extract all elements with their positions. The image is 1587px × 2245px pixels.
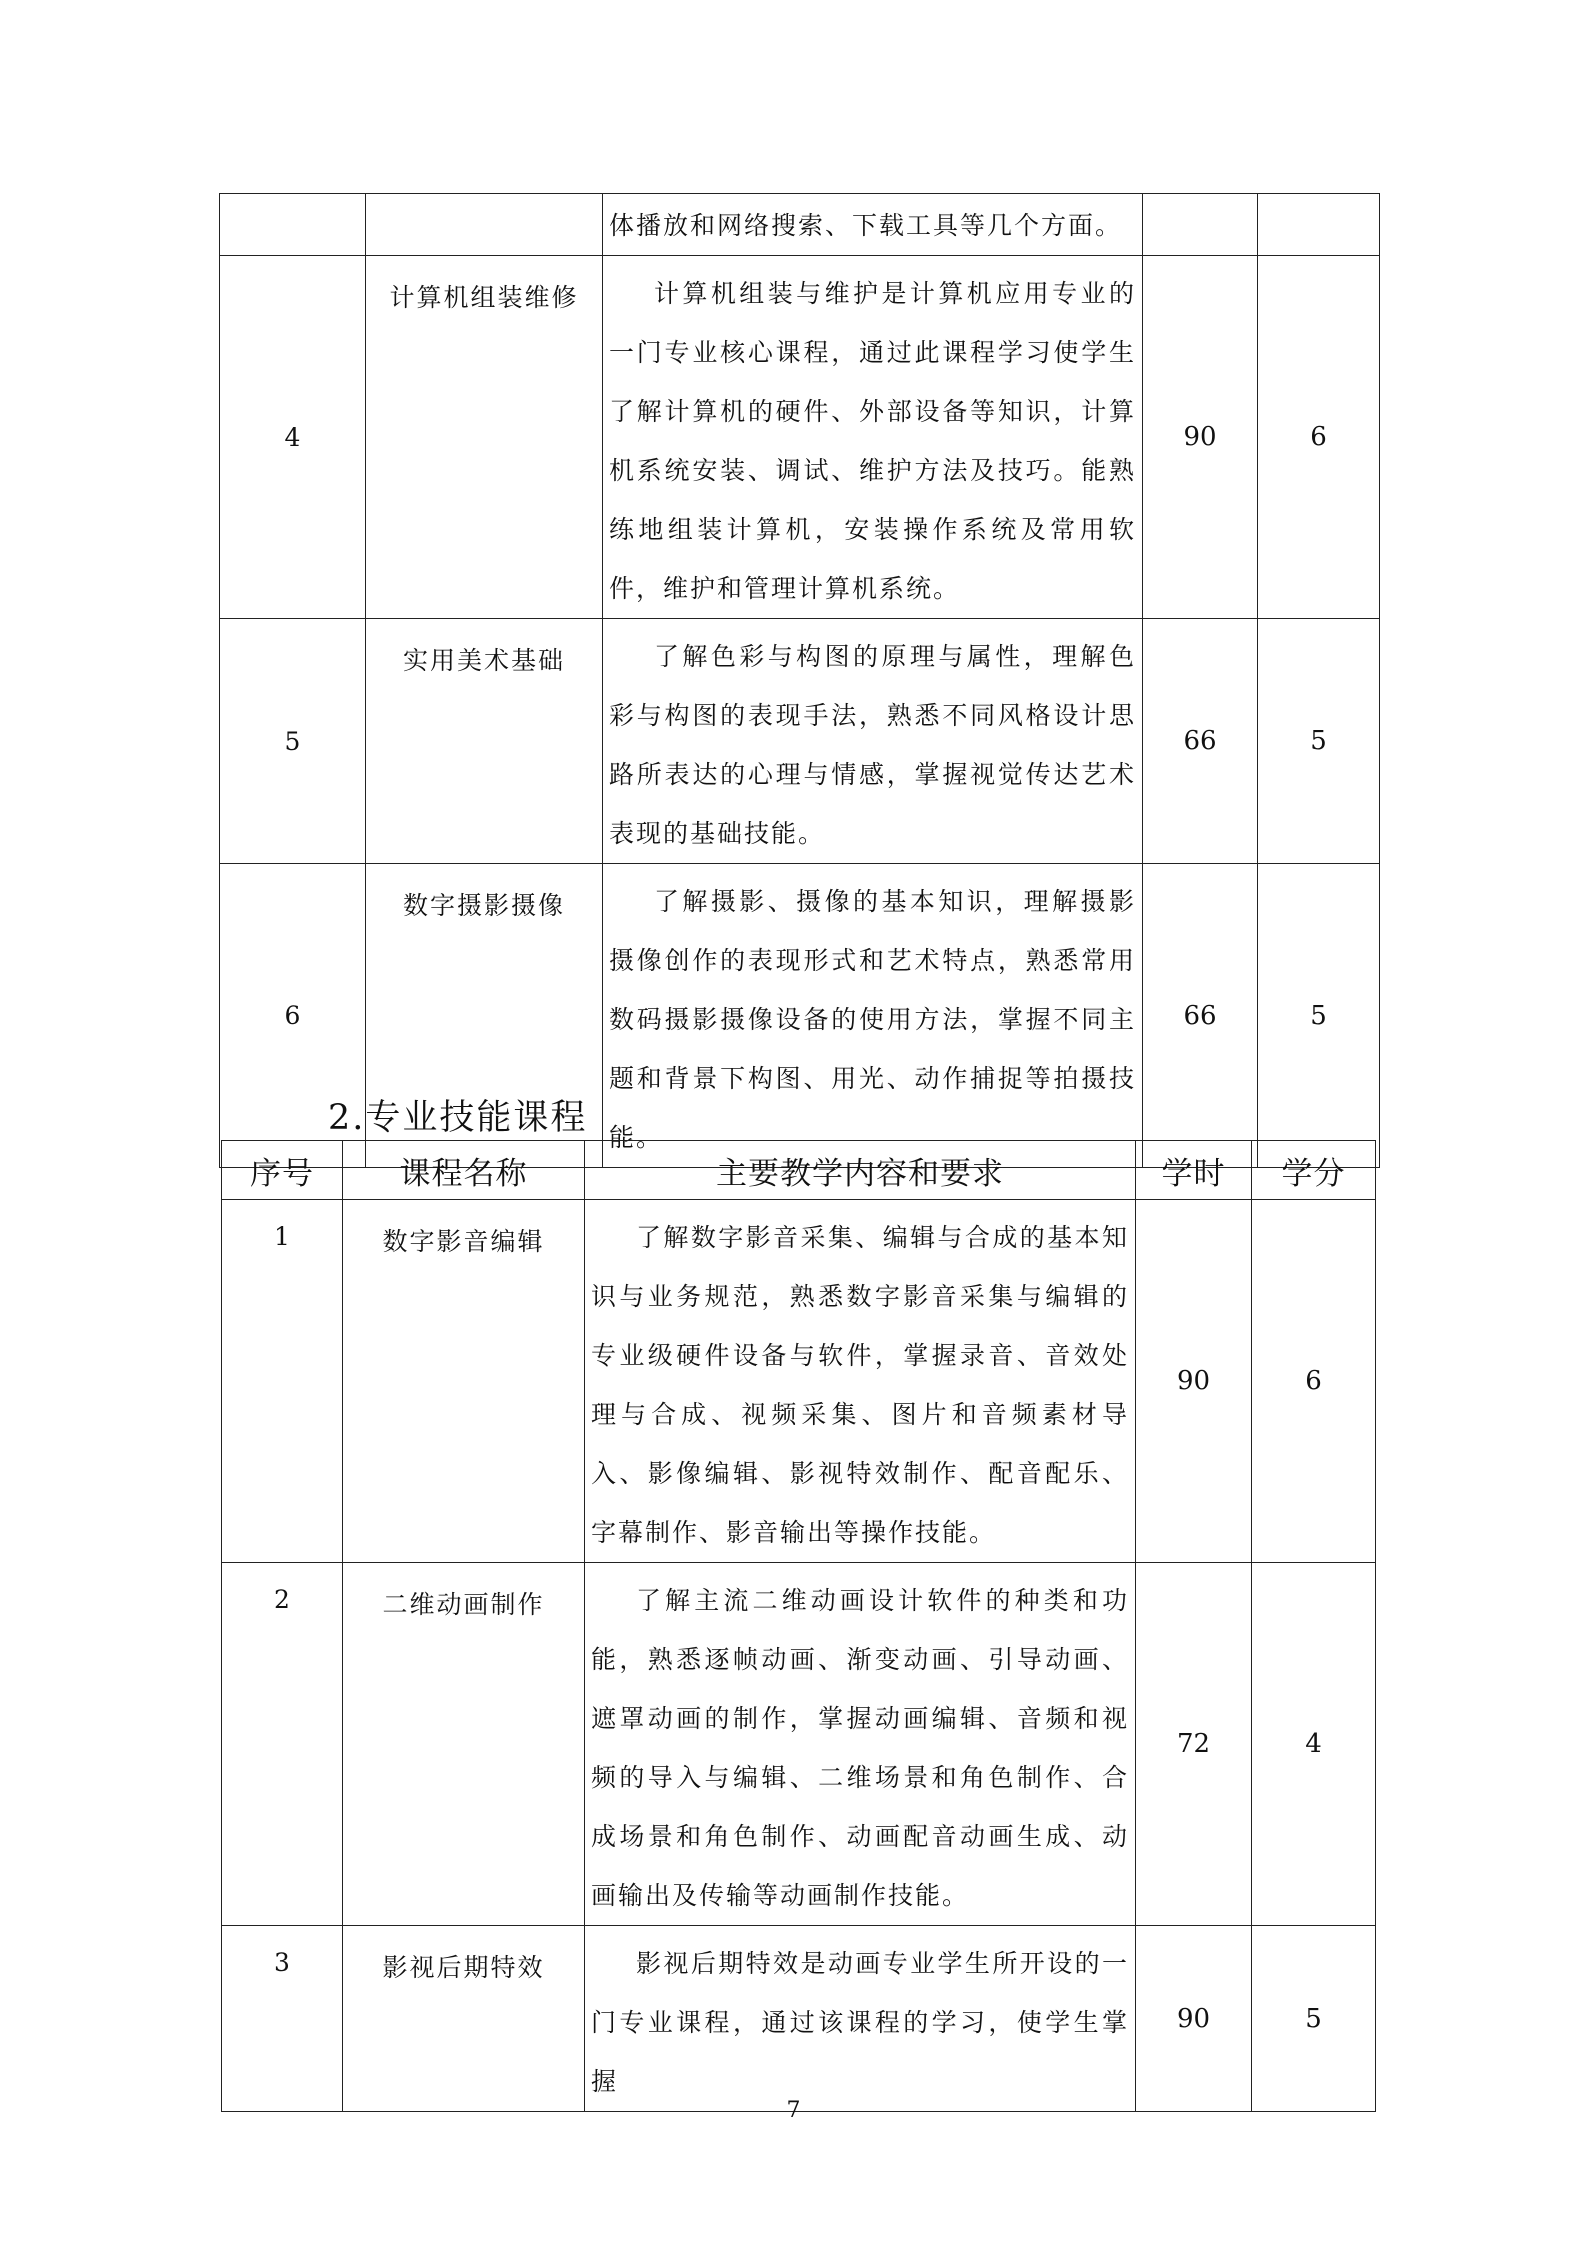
course-credits (1258, 194, 1380, 256)
course-hours: 90 (1136, 1200, 1252, 1563)
course-credits: 5 (1258, 864, 1380, 1168)
page-number: 7 (786, 2098, 801, 2123)
table-row (222, 1926, 1376, 2112)
description-text: 体播放和网络搜索、下载工具等几个方面。 (609, 211, 1123, 240)
description-text: 计算机组装与维护是计算机应用专业的一门专业核心课程，通过此课程学习使学生了解计算机的硬件、外部设备等知识，计算机系统安装、调试、维护方法及技巧。能熟练地组装计算机，安装操作系统及常用软件，维护和管理计算机系统。 (609, 279, 1136, 603)
course-hours: 66 (1143, 864, 1258, 1168)
course-credits: 4 (1252, 1563, 1376, 1926)
course-hours: 90 (1143, 256, 1258, 619)
course-name: 影视后期特效 (343, 1926, 585, 2112)
course-name (366, 194, 603, 256)
course-name: 二维动画制作 (343, 1563, 585, 1926)
course-credits: 5 (1258, 619, 1380, 864)
course-hours: 90 (1136, 1926, 1252, 2112)
row-number: 5 (220, 619, 366, 864)
course-hours: 66 (1143, 619, 1258, 864)
description-text: 了解主流二维动画设计软件的种类和功能，熟悉逐帧动画、渐变动画、引导动画、遮罩动画的制作，掌握动画编辑、音频和视频的导入与编辑、二维场景和角色制作、合成场景和角色制作、动画配音动画生成、动画输出及传输等动画制作技能。 (591, 1586, 1129, 1910)
course-table-skills (221, 1140, 1376, 2112)
course-name: 实用美术基础 (366, 619, 603, 864)
row-number: 6 (220, 864, 366, 1168)
course-credits: 6 (1258, 256, 1380, 619)
table-row (220, 619, 1380, 864)
course-name: 计算机组装维修 (366, 256, 603, 619)
course-hours: 72 (1136, 1563, 1252, 1926)
course-description (585, 1926, 1136, 2112)
description-text: 了解摄影、摄像的基本知识，理解摄影摄像创作的表现形式和艺术特点，熟悉常用数码摄影摄像设备的使用方法，掌握不同主题和背景下构图、用光、动作捕捉等拍摄技能。 (609, 887, 1136, 1152)
course-name: 数字影音编辑 (343, 1200, 585, 1563)
header-desc: 主要教学内容和要求 (585, 1141, 1136, 1200)
course-description (603, 194, 1143, 256)
row-number: 4 (220, 256, 366, 619)
course-description (603, 619, 1143, 864)
row-number: 2 (222, 1563, 343, 1926)
course-description (603, 256, 1143, 619)
header-hours: 学时 (1136, 1141, 1252, 1200)
description-text: 影视后期特效是动画专业学生所开设的一门专业课程，通过该课程的学习，使学生掌握 (591, 1949, 1129, 2096)
course-name: 数字摄影摄像 (366, 864, 603, 1168)
course-hours (1143, 194, 1258, 256)
row-number (220, 194, 366, 256)
header-name: 课程名称 (343, 1141, 585, 1200)
course-description (585, 1200, 1136, 1563)
table-row (222, 1563, 1376, 1926)
course-credits: 6 (1252, 1200, 1376, 1563)
table-row (220, 256, 1380, 619)
description-text: 了解数字影音采集、编辑与合成的基本知识与业务规范，熟悉数字影音采集与编辑的专业级硬件设备与软件，掌握录音、音效处理与合成、视频采集、图片和音频素材导入、影像编辑、影视特效制作、配音配乐、字幕制作、影音输出等操作技能。 (591, 1223, 1129, 1547)
section-heading: 2.专业技能课程 (328, 1098, 588, 1138)
course-table-core (219, 193, 1380, 1168)
header-credits: 学分 (1252, 1141, 1376, 1200)
course-credits: 5 (1252, 1926, 1376, 2112)
table-row (222, 1200, 1376, 1563)
row-number: 3 (222, 1926, 343, 2112)
header-num: 序号 (222, 1141, 343, 1200)
description-text: 了解色彩与构图的原理与属性，理解色彩与构图的表现手法，熟悉不同风格设计思路所表达的心理与情感，掌握视觉传达艺术表现的基础技能。 (609, 642, 1136, 848)
course-description (585, 1563, 1136, 1926)
row-number: 1 (222, 1200, 343, 1563)
table-header-row (222, 1141, 1376, 1200)
course-description (603, 864, 1143, 1168)
table-row (220, 194, 1380, 256)
